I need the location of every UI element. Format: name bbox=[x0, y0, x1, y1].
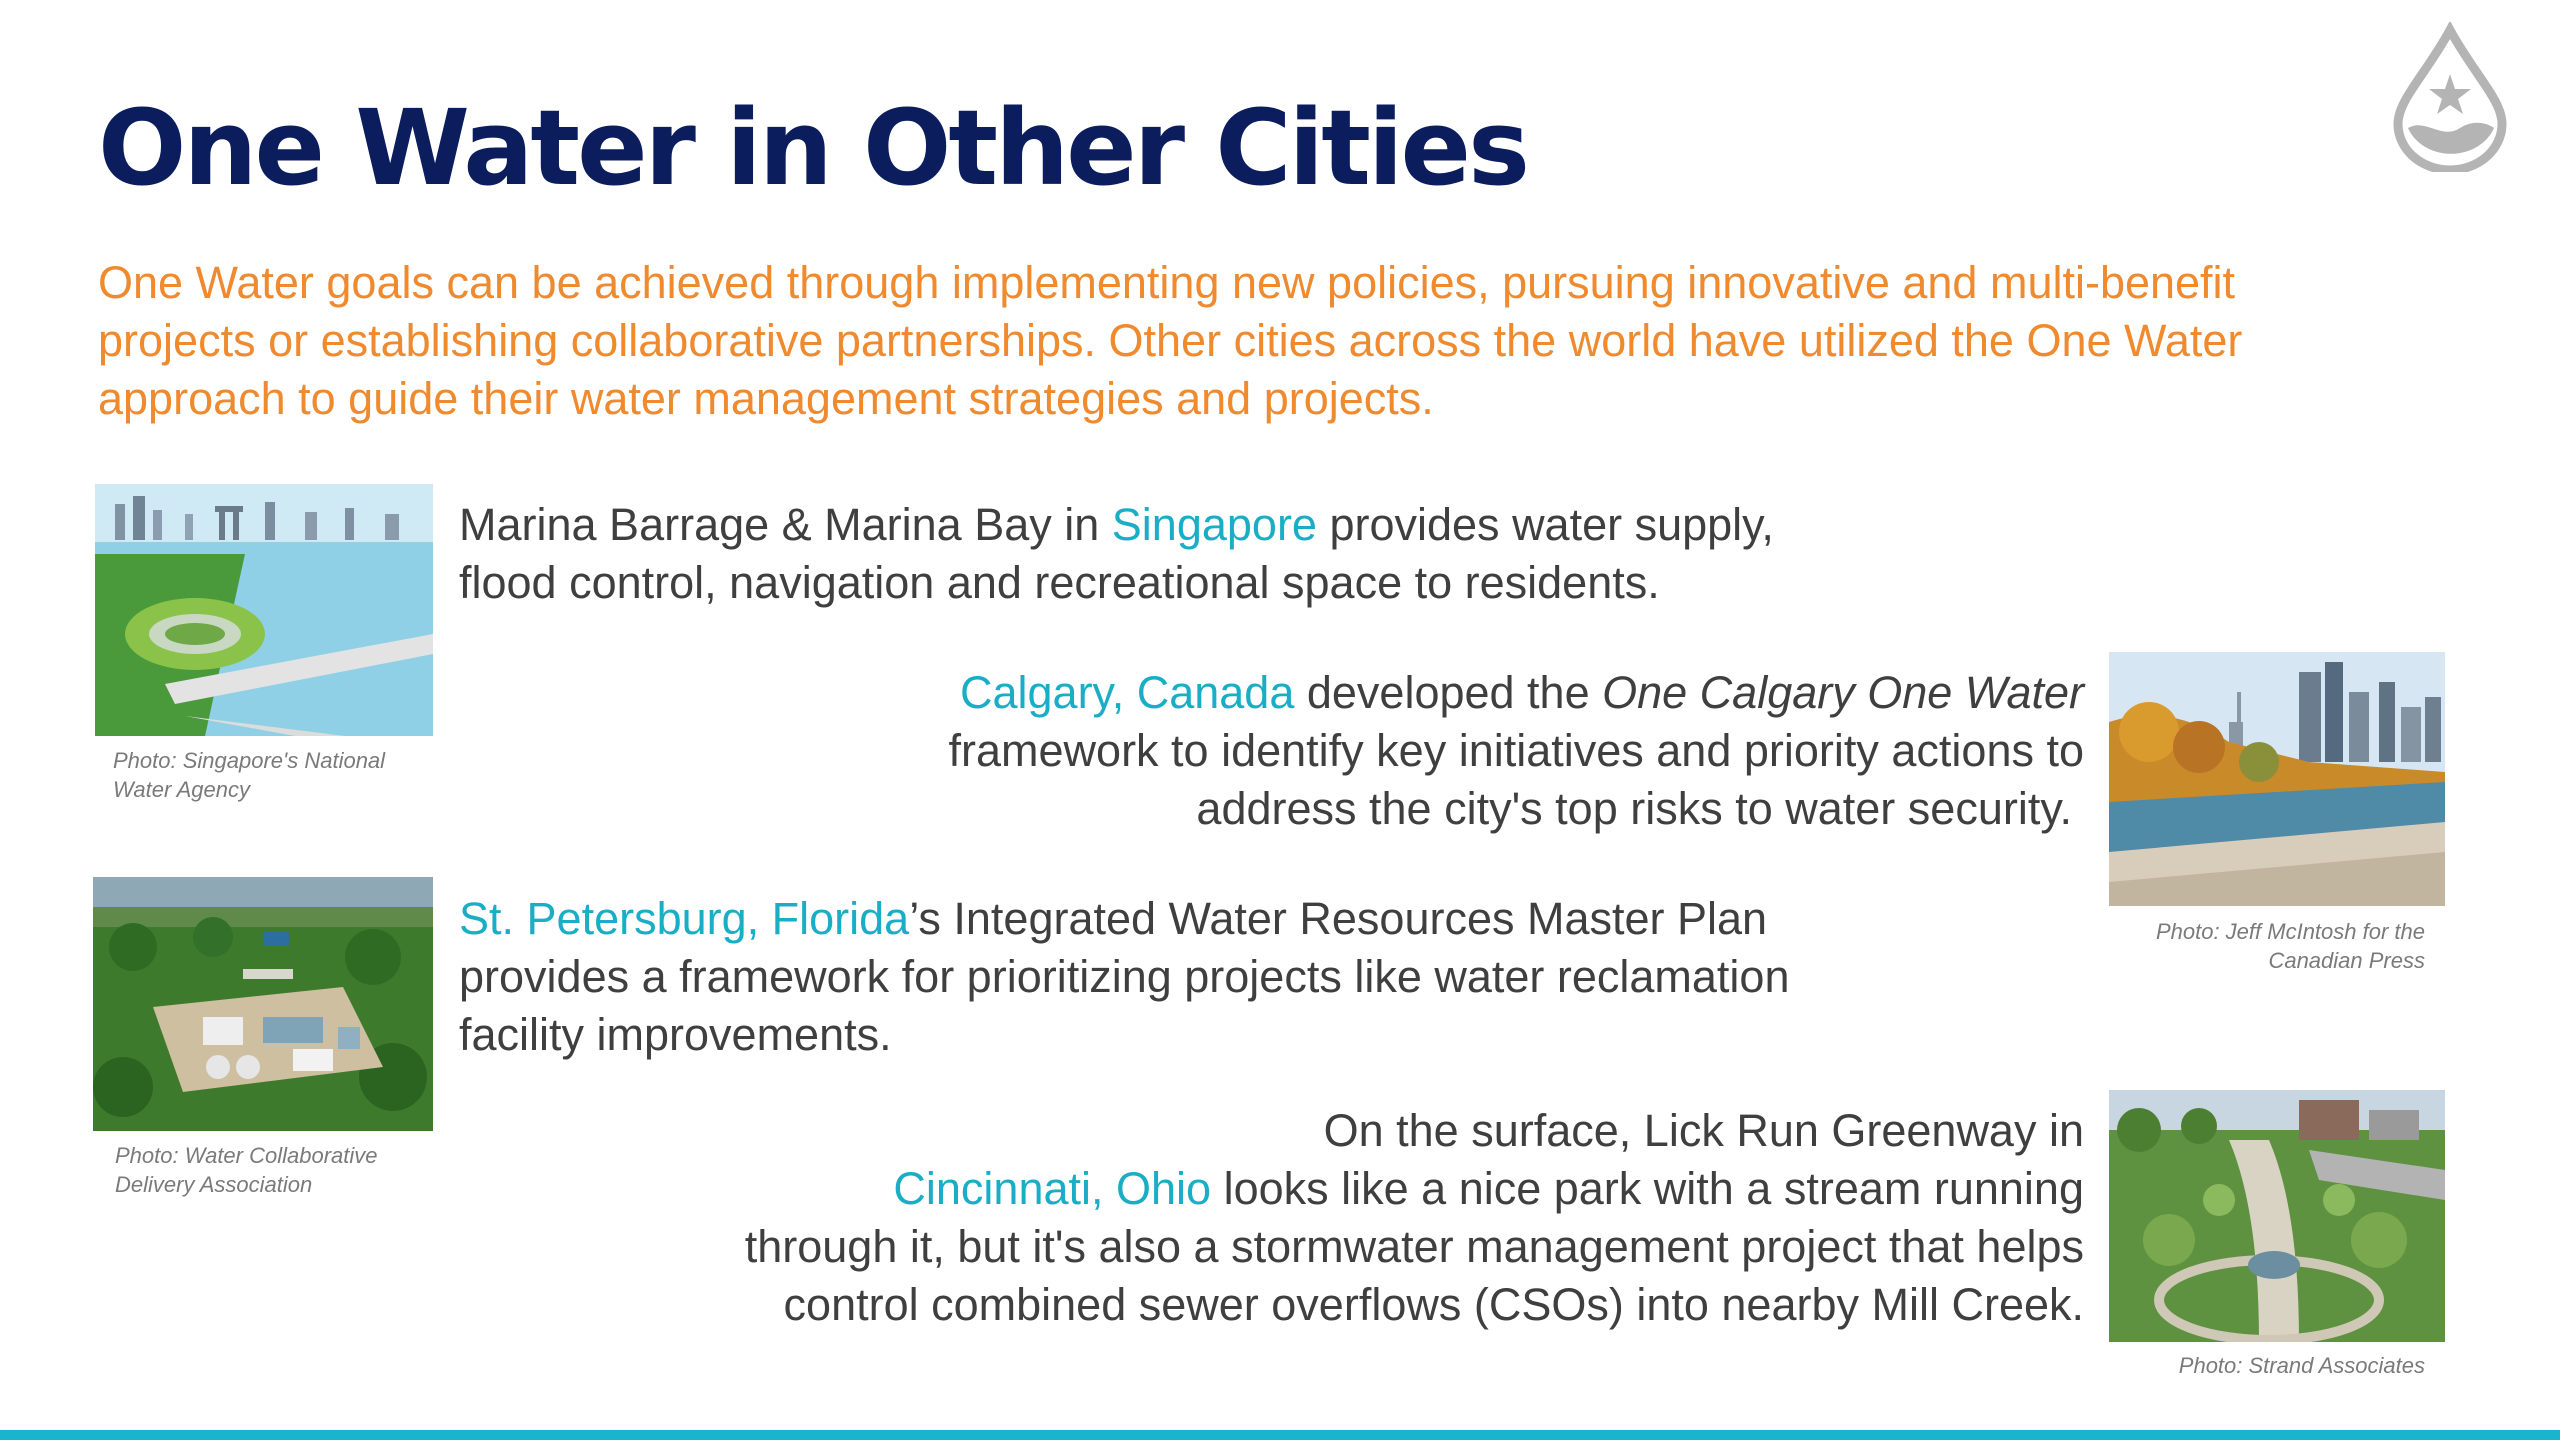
water-drop-star-logo-icon bbox=[2390, 22, 2510, 172]
cincinnati-paragraph: On the surface, Lick Run Greenway in Cincinnati, Ohio looks like a nice park with a stream running through it, but it's also a stormwater management project that helps control combined sewer overflows (CSOs) into nearby Mill Creek. bbox=[744, 1105, 2084, 1330]
st-petersburg-facility-photo bbox=[93, 877, 433, 1131]
singapore-city-name: Singapore bbox=[1111, 499, 1317, 550]
singapore-photo-caption: Photo: Singapore's National Water Agency bbox=[113, 748, 386, 802]
intro-line: One Water goals can be achieved through implementing new policies, pursuing innovative and multi-benefit bbox=[98, 257, 2236, 308]
bottom-accent-bar bbox=[0, 1430, 2560, 1440]
framework-title: One Calgary One Water bbox=[1602, 667, 2084, 718]
st-petersburg-city-name: St. Petersburg, Florida bbox=[459, 893, 910, 944]
st-petersburg-paragraph: St. Petersburg, Florida’s Integrated Water Resources Master Plan provides a framework for prioritizing projects like water reclamation facility improvements. bbox=[459, 893, 1790, 1060]
cincinnati-city-name: Cincinnati, Ohio bbox=[893, 1163, 1212, 1214]
page-title: One Water in Other Cities bbox=[98, 87, 1527, 209]
calgary-photo-caption: Photo: Jeff McIntosh for the Canadian Press bbox=[2155, 919, 2425, 973]
st-petersburg-photo-caption: Photo: Water Collaborative Delivery Association bbox=[115, 1143, 378, 1197]
cincinnati-greenway-photo bbox=[2109, 1090, 2445, 1342]
singapore-paragraph: Marina Barrage & Marina Bay in Singapore provides water supply, flood control, navigation and recreational space to residents. bbox=[459, 499, 1774, 608]
intro-line: approach to guide their water management strategies and projects. bbox=[98, 373, 1434, 424]
intro-paragraph bbox=[98, 254, 2518, 428]
singapore-marina-barrage-photo bbox=[95, 484, 433, 736]
intro-line: projects or establishing collaborative partnerships. Other cities across the world have utilized the One Water bbox=[98, 315, 2243, 366]
cincinnati-photo-caption: Photo: Strand Associates bbox=[2178, 1353, 2425, 1378]
calgary-river-photo bbox=[2109, 652, 2445, 906]
calgary-city-name: Calgary, Canada bbox=[960, 667, 1295, 718]
calgary-paragraph: Calgary, Canada developed the One Calgary One Water framework to identify key initiatives and priority actions to address the city's top risks to water security. bbox=[948, 667, 2084, 834]
